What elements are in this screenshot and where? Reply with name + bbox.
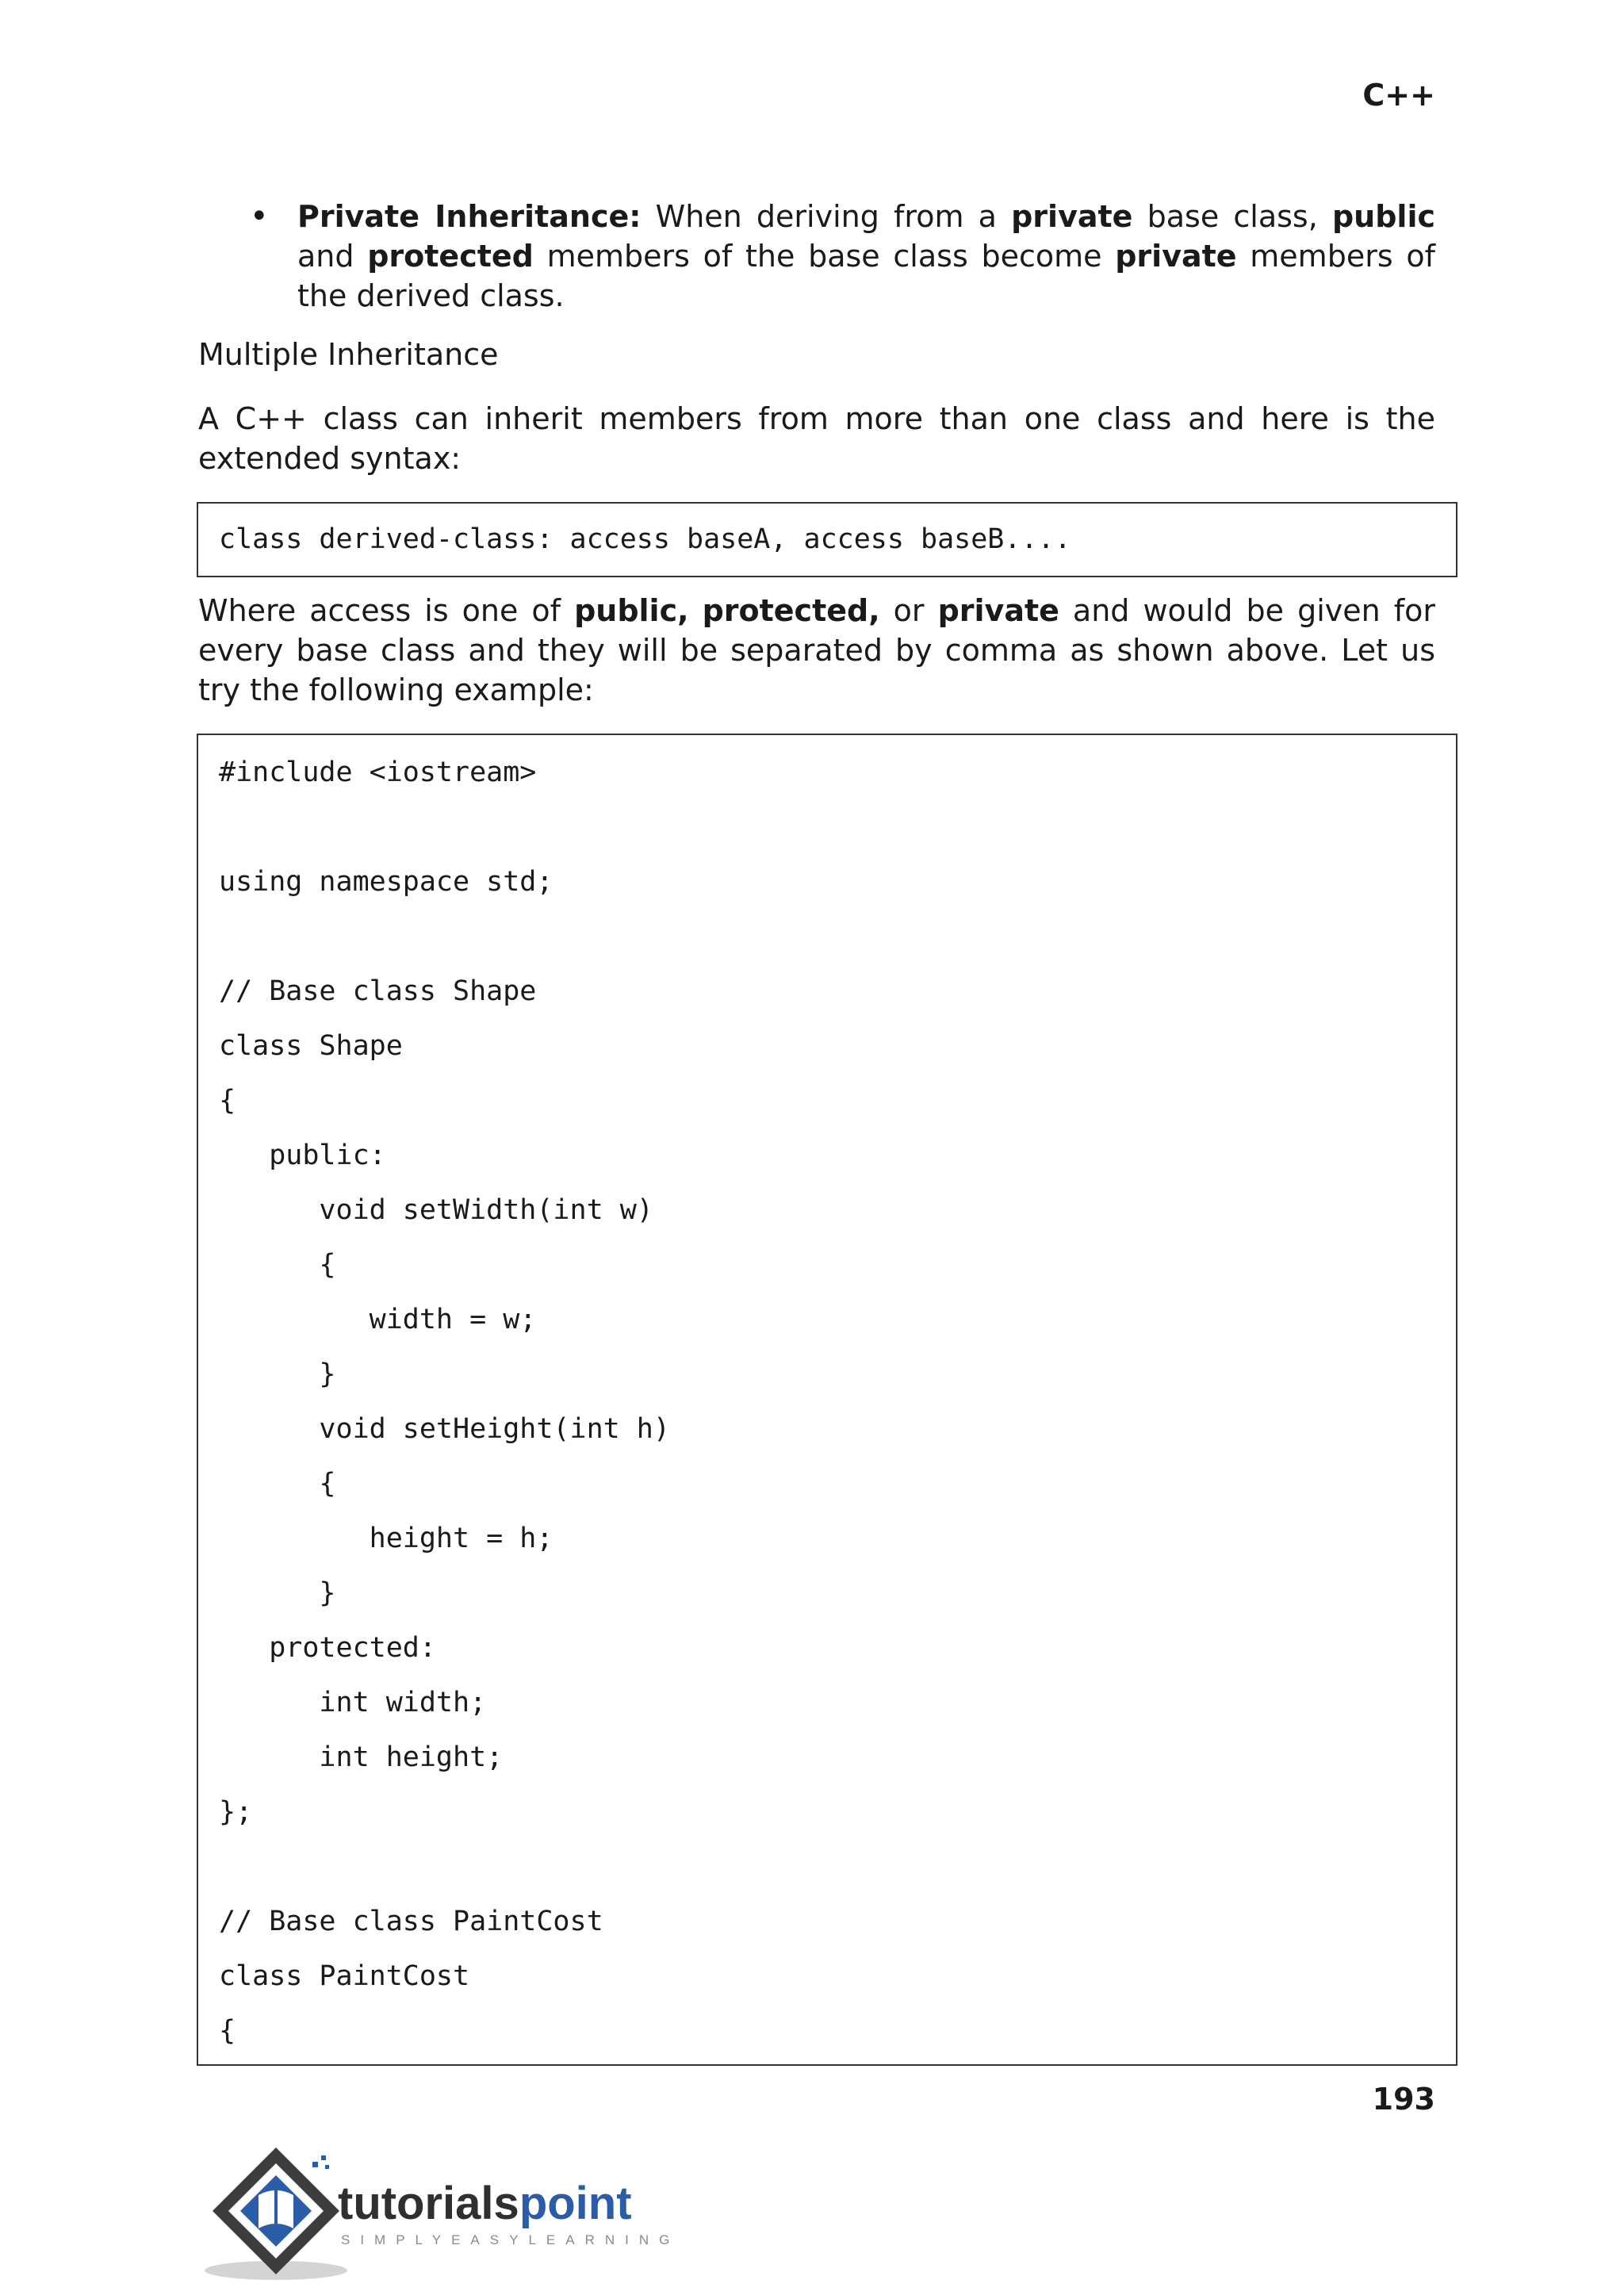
example-code-box <box>197 734 1457 2066</box>
bullet-private-inheritance <box>250 197 1435 316</box>
code-line <box>219 918 1435 973</box>
bullet-bold-4: private <box>1115 239 1237 274</box>
bullet-icon: • <box>250 198 269 235</box>
code-line: int width; <box>219 1687 487 1718</box>
code-line: class PaintCost <box>219 1960 470 1992</box>
bullet-text-3: and <box>297 239 368 274</box>
code-line: { <box>219 1085 236 1117</box>
syntax-code: class derived-class: access baseA, access baseB.... <box>219 523 1071 555</box>
page-number: 193 <box>1372 2082 1435 2117</box>
code-line: { <box>219 1468 336 1500</box>
code-line: } <box>219 1577 336 1609</box>
code-line: } <box>219 1358 336 1390</box>
para2-bold-2: protected, <box>702 593 880 628</box>
code-line: height = h; <box>219 1523 553 1554</box>
bullet-text <box>297 197 1435 316</box>
code-line: #include <iostream> <box>219 757 537 788</box>
bullet-term: Private Inheritance: <box>297 199 642 234</box>
code-line: using namespace std; <box>219 866 553 898</box>
code-line: void setHeight(int h) <box>219 1413 670 1445</box>
code-line <box>219 809 1435 864</box>
code-line: class Shape <box>219 1030 403 1062</box>
code-line: protected: <box>219 1632 436 1664</box>
logo-tagline: SIMPLYEASYLEARNING <box>341 2232 680 2247</box>
section-heading: Multiple Inheritance <box>198 337 499 372</box>
header-title: C++ <box>1362 78 1435 113</box>
code-line: // Base class PaintCost <box>219 1906 603 1937</box>
bullet-text-1: When deriving from a <box>641 199 1012 234</box>
paragraph-intro: A C++ class can inherit members from more than one class and here is the extended syntax: <box>198 401 1435 476</box>
bullet-bold-3: protected <box>367 239 534 274</box>
code-line: int height; <box>219 1741 504 1773</box>
syntax-code-box <box>197 502 1457 577</box>
paragraph-access <box>198 591 1435 710</box>
code-line: { <box>219 1249 336 1281</box>
para2-bold-1: public, <box>574 593 689 628</box>
bullet-text-5: members of the derived class. <box>297 239 1435 313</box>
code-line: void setWidth(int w) <box>219 1194 653 1226</box>
code-line: }; <box>219 1796 253 1828</box>
bullet-bold-2: public <box>1331 199 1435 234</box>
tutorialspoint-logo <box>197 2140 688 2282</box>
code-line: { <box>219 2015 236 2047</box>
para2-text-2 <box>689 593 703 628</box>
bullet-bold-1: private <box>1011 199 1133 234</box>
logo-name: tutorialspoint <box>338 2178 632 2229</box>
bullet-text-2: base class, <box>1132 199 1332 234</box>
para2-text-1: Where access is one of <box>198 593 575 628</box>
bullet-text-4: members of the base class become <box>533 239 1116 274</box>
para2-text-4: and would be given for every base class and they will be separated by comma as shown above. Let us try the following example: <box>198 593 1435 707</box>
code-line: width = w; <box>219 1304 537 1335</box>
code-line: public: <box>219 1140 386 1171</box>
code-line: // Base class Shape <box>219 975 537 1007</box>
code-line <box>219 1849 1435 1903</box>
para2-bold-3: private <box>937 593 1059 628</box>
para2-text-3: or <box>879 593 938 628</box>
